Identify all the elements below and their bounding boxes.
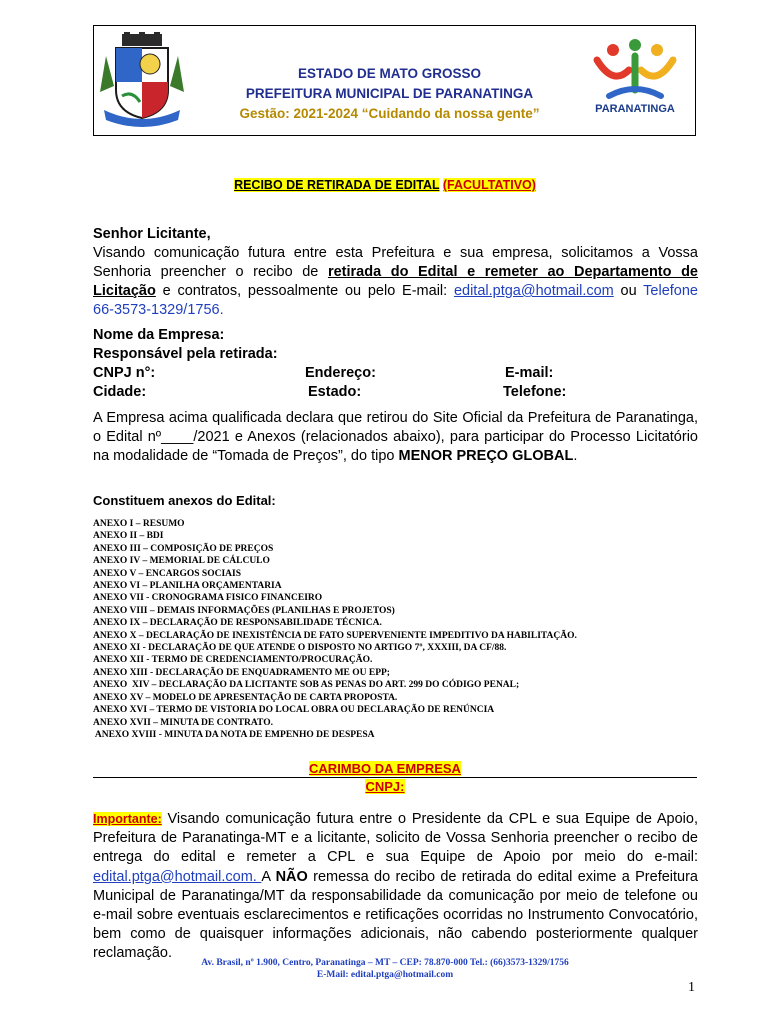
declaration-emphasis: MENOR PREÇO GLOBAL	[398, 448, 574, 464]
title-suffix: (FACULTATIVO)	[442, 178, 536, 192]
annex-item: ANEXO XVI – TERMO DE VISTORIA DO LOCAL OBRA OU DECLARAÇÃO DE RENÚNCIA	[93, 705, 495, 716]
annex-item: ANEXO II – BDI	[93, 531, 164, 542]
declaration-paragraph	[93, 409, 698, 466]
important-text-2: A	[261, 868, 276, 885]
intro-paragraph	[93, 225, 698, 320]
annex-heading: Constituem anexos do Edital:	[93, 493, 276, 508]
annex-item: ANEXO VI – PLANILHA ORÇAMENTARIA	[93, 581, 282, 592]
field-state: Estado:	[308, 384, 362, 400]
intro-emphasis: retirada do Edital e remeter ao Departamento de Licitação	[93, 264, 698, 299]
document-title	[0, 178, 770, 192]
footer-email: E-Mail: edital.ptga@hotmail.com	[316, 970, 454, 980]
annex-item: ANEXO XIII - DECLARAÇÃO DE ENQUADRAMENTO ME OU EPP;	[93, 667, 390, 678]
annex-list	[93, 518, 577, 741]
declaration-text-2: .	[573, 448, 578, 464]
letterhead	[93, 25, 696, 136]
logo-wordmark: PARANATINGA	[595, 103, 675, 115]
annex-item: ANEXO X – DECLARAÇÃO DE INEXISTÊNCIA DE FATO SUPERVENIENTE IMPEDITIVO DA HABILITAÇÃO.	[93, 630, 577, 641]
intro-text-3: ou	[613, 283, 644, 299]
intro-text-2: e contratos, pessoalmente ou pelo E-mail:	[155, 283, 454, 299]
annex-item: ANEXO XIV – DECLARAÇÃO DA LICITANTE SOB AS PENAS DO ART. 299 DO CÓDIGO PENAL;	[93, 680, 520, 691]
title-main: RECIBO DE RETIRADA DE EDITAL	[234, 178, 440, 192]
greeting: Senhor Licitante,	[93, 226, 211, 242]
intro-phone: Telefone 66-3573-1329/1756.	[93, 283, 698, 318]
municipal-crest-icon	[100, 32, 184, 128]
annex-item: ANEXO I – RESUMO	[93, 519, 185, 529]
field-responsible: Responsável pela retirada:	[93, 346, 278, 362]
important-paragraph	[93, 810, 698, 964]
annex-item: ANEXO VIII – DEMAIS INFORMAÇÕES (PLANILHAS E PROJETOS)	[93, 605, 395, 616]
important-email-link[interactable]: edital.ptga@hotmail.com.	[93, 868, 262, 885]
declaration-text-1: A Empresa acima qualificada declara que retirou do Site Oficial da Prefeitura de Paranatinga, o Edital nº____/2021 e Anexos (relacionados abaixo), para participar do Processo Licitatório na modalidade de “Tomada de Preços”, do tipo	[93, 410, 698, 464]
annex-item: ANEXO IV – MEMORIAL DE CÁLCULO	[93, 556, 270, 567]
letterhead-text	[194, 64, 585, 124]
page-number: 1	[688, 980, 695, 995]
administration-slogan: Gestão: 2021-2024 “Cuidando da nossa gente”	[239, 106, 540, 121]
paranatinga-logo-icon	[589, 38, 681, 124]
stamp-label-text: CARIMBO DA EMPRESA	[309, 761, 461, 776]
stamp-label	[0, 761, 770, 776]
annex-item: ANEXO XVII – MINUTA DE CONTRATO.	[93, 717, 273, 728]
annex-item: ANEXO XI - DECLARAÇÃO DE QUE ATENDE O DISPOSTO NO ARTIGO 7º, XXXIII, DA CF/88.	[93, 643, 507, 654]
state-name: ESTADO DE MATO GROSSO	[297, 66, 481, 81]
stamp-cnpj-text: CNPJ:	[365, 779, 405, 794]
stamp-cnpj	[0, 779, 770, 794]
annex-item: ANEXO III – COMPOSIÇÃO DE PREÇOS	[93, 543, 274, 554]
field-email: E-mail:	[505, 365, 554, 381]
important-text-3: remessa do recibo de retirada do edital exime a Prefeitura Municipal de Paranatinga/MT da responsabilidade da comunicação por meio de telefone ou e-mail sobre eventuais esclarecimentos e retificações ocorridas no Instrumento Convocatório, bem como de quaisquer informações adicionais, não cabendo posteriormente qualquer reclamação.	[93, 868, 698, 962]
annex-item: ANEXO XII - TERMO DE CREDENCIAMENTO/PROCURAÇÃO.	[93, 655, 373, 666]
field-address: Endereço:	[305, 365, 376, 381]
intro-email-link[interactable]: edital.ptga@hotmail.com	[453, 283, 614, 299]
annex-item: ANEXO IX – DECLARAÇÃO DE RESPONSABILIDADE TÉCNICA.	[93, 618, 382, 629]
important-label: Importante:	[93, 812, 162, 826]
prefecture-name: PREFEITURA MUNICIPAL DE PARANATINGA	[245, 86, 534, 101]
stamp-divider	[93, 777, 697, 778]
page-footer	[0, 957, 770, 981]
field-cnpj: CNPJ n°:	[93, 365, 156, 381]
important-text-1: Visando comunicação futura entre o Presidente da CPL e sua Equipe de Apoio, Prefeitura de Paranatinga-MT e a licitante, solicito de Vossa Senhoria preencher o recibo de entrega do edital e remeter a CPL e sua Equipe de Apoio por meio do e-mail:	[93, 811, 698, 866]
annex-item: ANEXO XVIII - MINUTA DA NOTA DE EMPENHO DE DESPESA	[93, 729, 375, 740]
annex-item: ANEXO V – ENCARGOS SOCIAIS	[93, 568, 241, 579]
field-company-name: Nome da Empresa:	[93, 327, 225, 343]
company-fields	[93, 326, 698, 402]
annex-item: ANEXO VII - CRONOGRAMA FISICO FINANCEIRO	[93, 593, 323, 604]
footer-address: Av. Brasil, nº 1.900, Centro, Paranatinga – MT – CEP: 78.870-000 Tel.: (66)3573-1329/1756	[201, 958, 569, 968]
field-city: Cidade:	[93, 384, 147, 400]
intro-text-1: Visando comunicação futura entre esta Prefeitura e sua empresa, solicitamos a Vossa Senhoria preencher o recibo de	[93, 245, 698, 280]
annex-item: ANEXO XV – MODELO DE APRESENTAÇÃO DE CARTA PROPOSTA.	[93, 692, 398, 703]
field-phone: Telefone:	[503, 384, 567, 400]
important-emphasis: NÃO	[275, 868, 308, 885]
